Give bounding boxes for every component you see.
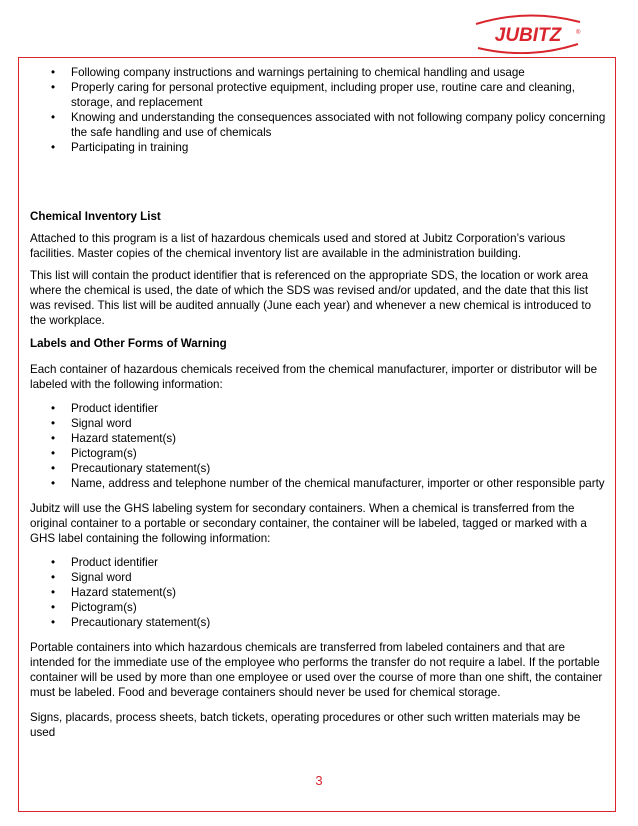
list-item: • Pictogram(s) <box>30 446 606 461</box>
page-content <box>30 65 606 740</box>
ghs-label-list <box>30 555 606 630</box>
list-item: • Precautionary statement(s) <box>30 615 606 630</box>
section-heading: Labels and Other Forms of Warning <box>30 337 227 350</box>
list-item: • Name, address and telephone number of the chemical manufacturer, importer or other responsible party <box>30 476 606 491</box>
paragraph: Portable containers into which hazardous chemicals are transferred from labeled containers and that are intended for the immediate use of the employee who performs the transfer do not require a label. If the portable container will be used by more than one employee or used over the course of more than one shift, the container must be labeled. Food and beverage containers should never be used for chemical storage. <box>30 641 603 699</box>
list-item: • Properly caring for personal protective equipment, including proper use, routine care and cleaning, storage, and replacement <box>30 80 606 110</box>
list-item: • Product identifier <box>30 401 606 416</box>
logo-text: JUBITZ <box>494 25 562 46</box>
section-heading: Chemical Inventory List <box>30 210 161 223</box>
jubitz-logo <box>472 14 584 54</box>
list-item: • Following company instructions and warnings pertaining to chemical handling and usage <box>30 65 606 80</box>
list-item: • Knowing and understanding the consequences associated with not following company policy concerning the safe handling and use of chemicals <box>30 110 606 140</box>
list-item: • Precautionary statement(s) <box>30 461 606 476</box>
label-info-list <box>30 401 606 491</box>
page-number: 3 <box>315 773 323 788</box>
svg-text:®: ® <box>576 30 581 36</box>
list-item: • Signal word <box>30 416 606 431</box>
list-item: • Signal word <box>30 570 606 585</box>
responsibility-list <box>30 65 606 155</box>
paragraph: Jubitz will use the GHS labeling system for secondary containers. When a chemical is transferred from the original container to a portable or secondary container, the container will be labeled, tagged or marked with a GHS label containing the following information: <box>30 502 587 545</box>
list-item: • Product identifier <box>30 555 606 570</box>
paragraph: This list will contain the product identifier that is referenced on the appropriate SDS, the location or work area where the chemical is used, the date of which the SDS was revised and/or updated, and the date that this list was revised. This list will be audited annually (June each year) and whenever a new chemical is introduced to the workplace. <box>30 269 592 327</box>
paragraph: Each container of hazardous chemicals received from the chemical manufacturer, importer or distributor will be labeled with the following information: <box>30 363 598 391</box>
paragraph: Signs, placards, process sheets, batch tickets, operating procedures or other such written materials may be used <box>30 711 581 739</box>
list-item: • Hazard statement(s) <box>30 585 606 600</box>
list-item: • Participating in training <box>30 140 606 155</box>
paragraph: Attached to this program is a list of hazardous chemicals used and stored at Jubitz Corporation’s various facilities. Master copies of the chemical inventory list are available in the administration building. <box>30 232 566 260</box>
list-item: • Pictogram(s) <box>30 600 606 615</box>
list-item: • Hazard statement(s) <box>30 431 606 446</box>
